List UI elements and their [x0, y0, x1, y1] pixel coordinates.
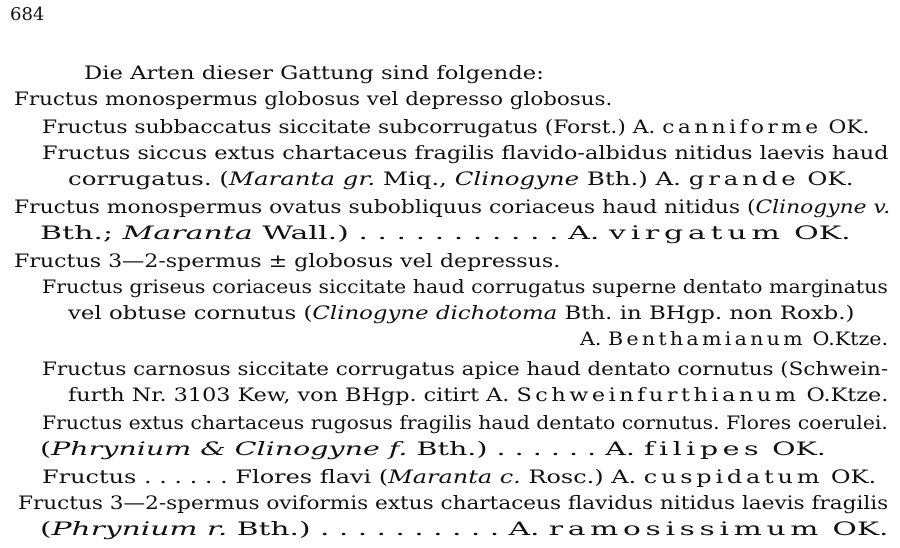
italic-citation: Clinogyne dichotoma: [312, 302, 558, 324]
text-span: Fructus carnosus siccitate corrugatus apice haud dentato cornutus (Schwein-: [42, 358, 889, 380]
text-span: Bth. in BHgp. non Roxb.): [557, 302, 855, 324]
text-line: [68, 166, 853, 192]
text-line: [42, 356, 888, 382]
text-span: OK.: [763, 438, 826, 460]
italic-citation: Phrynium & Clinogyne f.: [51, 438, 408, 460]
text-span: OK.: [784, 222, 851, 244]
species-name: cuspidatum: [643, 466, 824, 488]
italic-citation: Clinogyne: [454, 168, 580, 190]
text-line: [84, 60, 544, 86]
italic-citation: Maranta c.: [388, 466, 521, 488]
text-line: [14, 248, 560, 274]
text-line: [42, 114, 869, 140]
text-span: Bth.) . . . . . . A.: [407, 438, 644, 460]
text-span: Fructus siccus extus chartaceus fragilis flavido-albidus nitidus laevis haud: [42, 142, 889, 164]
text-span: OK.: [823, 518, 889, 540]
text-span: Die Arten dieser Gattung sind folgende:: [84, 62, 544, 84]
text-span: Fructus subbaccatus siccitate subcorrugatus (Forst.) A.: [42, 116, 663, 138]
italic-citation: Phrynium r.: [51, 518, 228, 540]
text-span: (: [40, 518, 52, 540]
text-span: OK.: [823, 466, 877, 488]
species-name: Schweinfurthianum: [516, 384, 800, 406]
text-span: Fructus extus chartaceus rugosus fragilis haud dentato cornutus. Flores coerulei.: [42, 412, 888, 434]
species-name: virgatum: [608, 222, 785, 244]
text-span: Rosc.) A.: [520, 466, 644, 488]
page-number: 684: [10, 4, 45, 25]
text-line: [40, 516, 888, 542]
text-span: A.: [580, 328, 608, 350]
text-line: [14, 194, 890, 220]
species-name: ramosissimum: [548, 518, 824, 540]
text-line: [42, 410, 888, 436]
text-span: Fructus 3—2-spermus ± globosus vel depressus.: [14, 250, 561, 272]
text-line: [42, 140, 889, 166]
text-line: [68, 382, 888, 408]
text-line: [580, 326, 888, 352]
text-line: [18, 490, 888, 516]
text-span: O.Ktze.: [799, 384, 889, 406]
text-line: [40, 436, 826, 462]
text-line: [68, 300, 854, 326]
text-span: Fructus griseus coriaceus siccitate haud corrugatus superne dentato marginatus: [42, 276, 888, 298]
text-span: furth Nr. 3103 Kew, von BHgp. citirt A.: [68, 384, 517, 406]
text-span: Fructus monospermus ovatus subobliquus coriaceus haud nitidus (: [14, 196, 756, 218]
text-span: O.Ktze.: [805, 328, 889, 350]
text-line: [40, 220, 851, 246]
text-span: (: [40, 438, 52, 460]
species-name: filipes: [643, 438, 764, 460]
species-name: Benthamianum: [607, 328, 806, 350]
text-span: Fructus 3—2-spermus oviformis extus chartaceus flavidus nitidus laevis fragilis: [18, 492, 889, 514]
text-line: [42, 464, 876, 490]
italic-citation: Clinogyne v.: [755, 196, 891, 218]
text-span: Bth.;: [40, 222, 123, 244]
text-span: Fructus . . . . . . Flores flavi (: [42, 466, 389, 488]
text-span: vel obtuse cornutus (: [68, 302, 313, 324]
text-span: Bth.) A.: [579, 168, 689, 190]
text-span: OK.: [821, 116, 870, 138]
text-line: [42, 274, 888, 300]
text-span: corrugatus. (: [68, 168, 229, 190]
text-span: OK.: [799, 168, 854, 190]
species-name: grande: [688, 168, 800, 190]
italic-citation: Maranta: [122, 222, 253, 244]
text-span: Wall.) . . . . . . . . . . . A.: [252, 222, 609, 244]
text-span: Bth.) . . . . . . . . . . A.: [227, 518, 549, 540]
text-span: Miq.,: [375, 168, 455, 190]
text-line: [14, 86, 612, 112]
italic-citation: Maranta gr.: [228, 168, 376, 190]
species-name: canniforme: [662, 116, 822, 138]
text-span: Fructus monospermus globosus vel depresso globosus.: [14, 88, 613, 110]
